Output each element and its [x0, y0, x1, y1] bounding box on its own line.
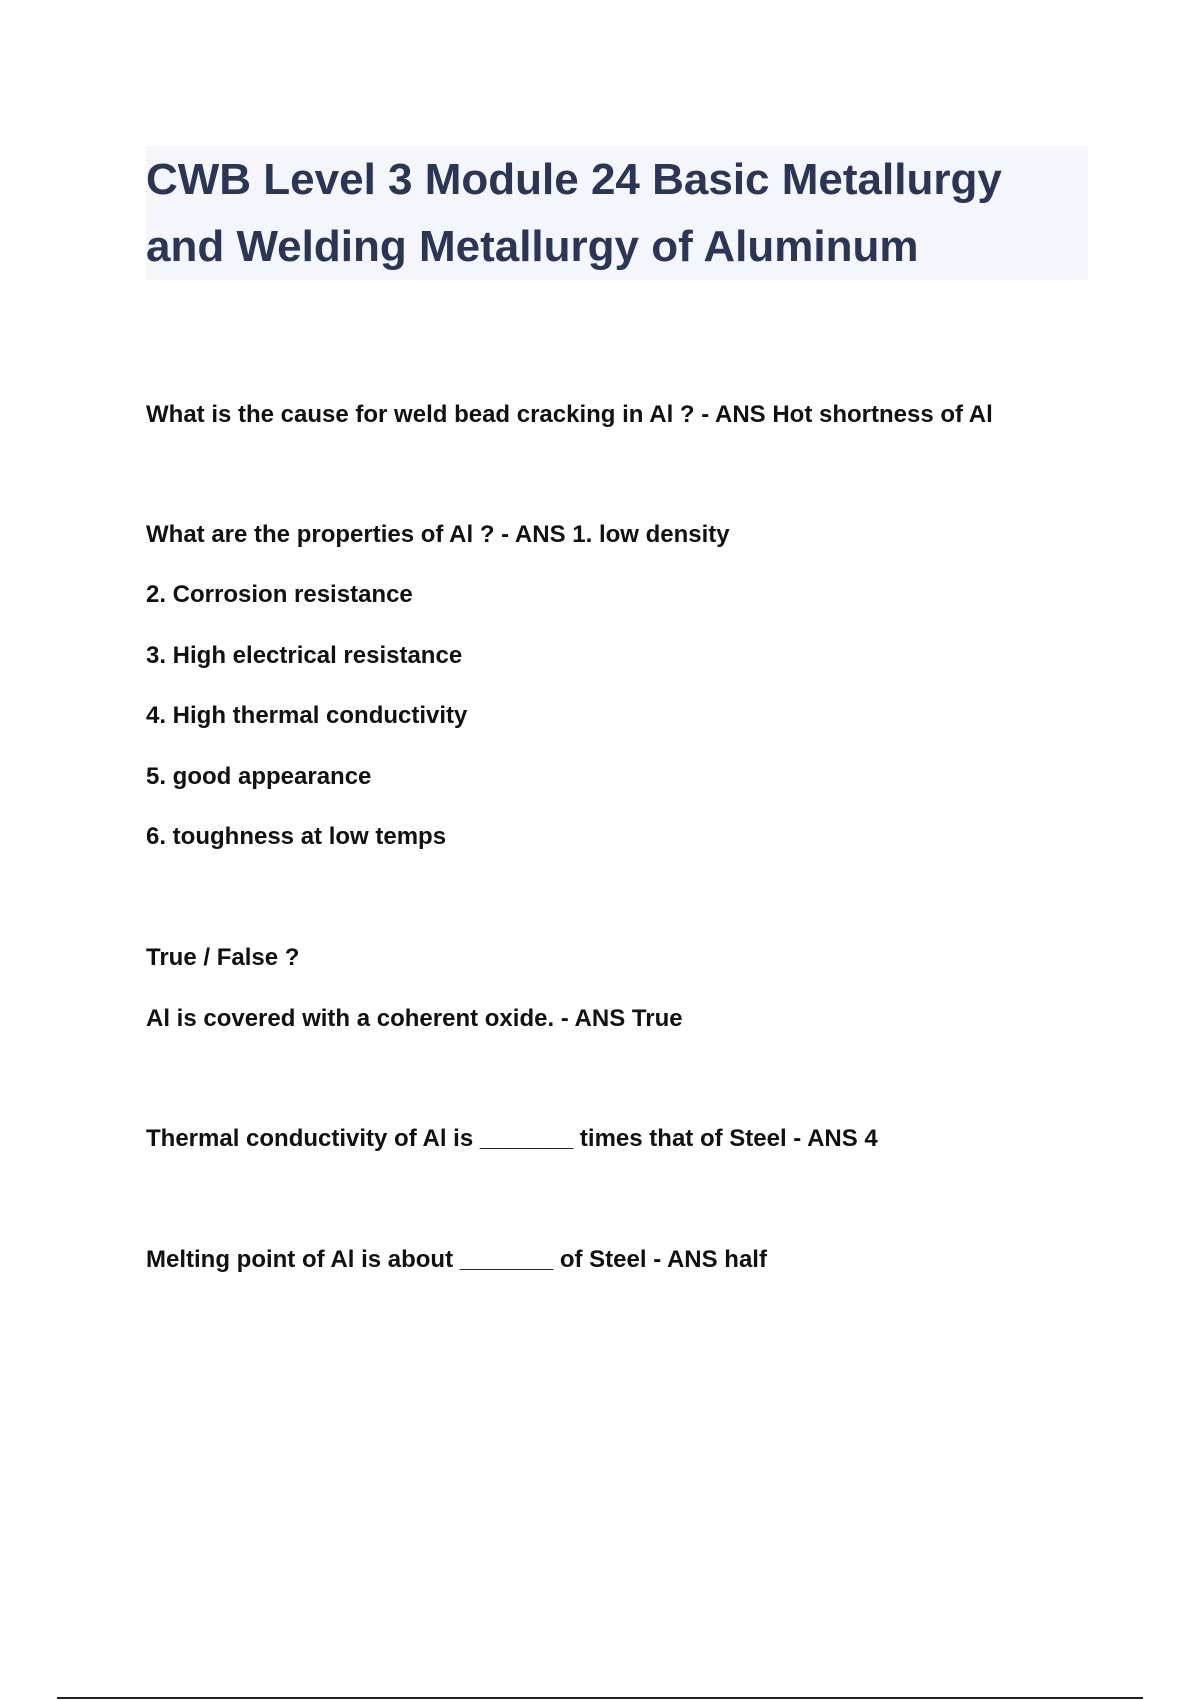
question-2-line-6: 6. toughness at low temps — [146, 823, 447, 850]
document-title — [146, 146, 1088, 280]
question-2-line-2: 2. Corrosion resistance — [146, 581, 413, 608]
footer-divider — [57, 1697, 1143, 1699]
question-3-line-2: Al is covered with a coherent oxide. - ANS True — [146, 1005, 683, 1032]
question-2-line-5: 5. good appearance — [146, 763, 372, 790]
title-line-1: CWB Level 3 Module 24 Basic Metallurgy — [146, 155, 1002, 204]
question-2-line-1: What are the properties of Al ? - ANS 1. low density — [146, 521, 730, 548]
question-3-line-1: True / False ? — [146, 944, 300, 971]
question-5-line-1: Melting point of Al is about _______ of Steel - ANS half — [146, 1246, 767, 1273]
title-line-2: and Welding Metallurgy of Aluminum — [146, 222, 919, 271]
question-1-line-1: What is the cause for weld bead cracking in Al ? - ANS Hot shortness of Al — [146, 401, 993, 428]
question-4-line-1: Thermal conductivity of Al is _______ times that of Steel - ANS 4 — [146, 1125, 878, 1152]
question-2-line-4: 4. High thermal conductivity — [146, 702, 468, 729]
question-2-line-3: 3. High electrical resistance — [146, 642, 463, 669]
